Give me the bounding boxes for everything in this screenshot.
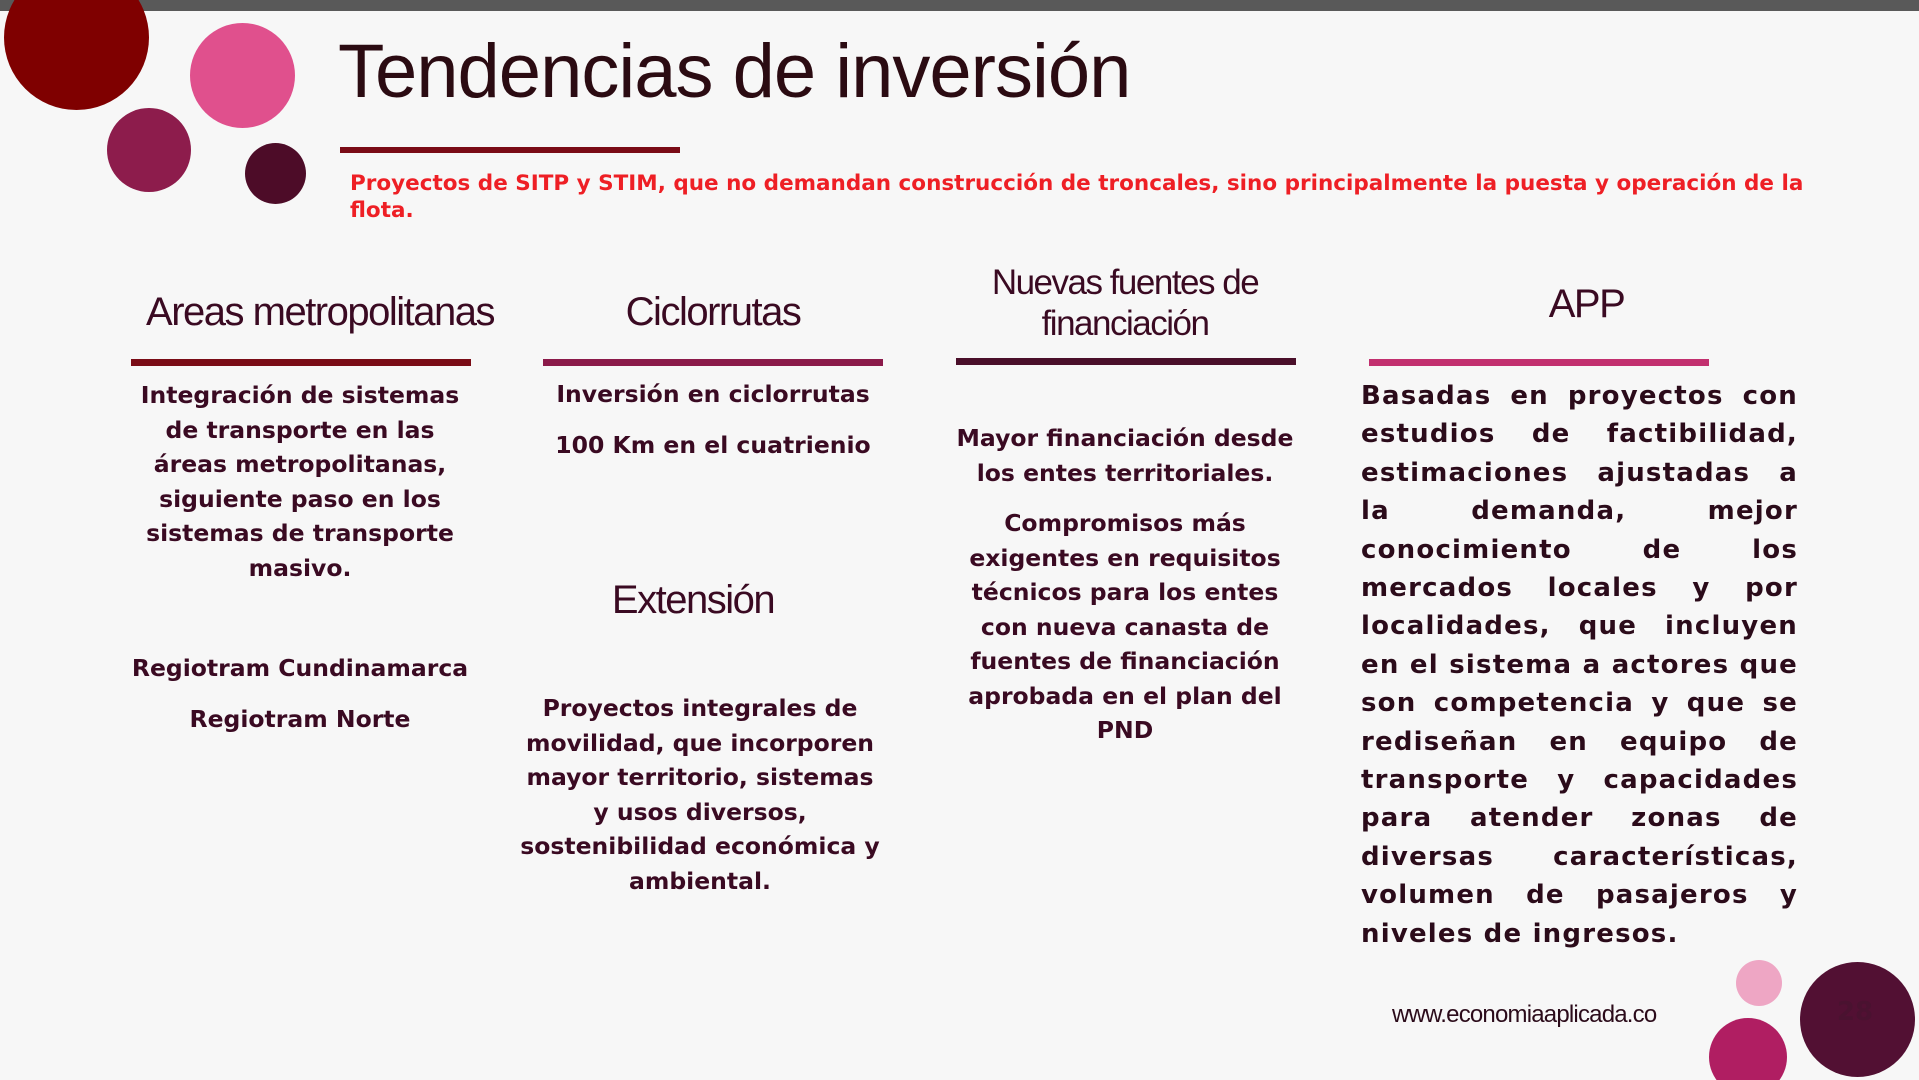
- slide-title: Tendencias de inversión: [338, 29, 1131, 114]
- extension-paragraph: Proyectos integrales de movilidad, que incorporen mayor territorio, sistemas y usos diversos, sostenibilidad económica y ambiental.: [520, 694, 880, 895]
- fuentes-rule: [956, 358, 1296, 365]
- app-heading: APP: [1548, 282, 1625, 326]
- ciclo-rule: [543, 359, 883, 366]
- decor-circle-pink: [190, 23, 295, 128]
- decor-circle-dark-red: [4, 0, 149, 110]
- decor-circle-light-pink: [1736, 960, 1782, 1006]
- ciclo-line-2: 100 Km en el cuatrienio: [555, 431, 871, 459]
- footer-url: www.economiaaplicada.co: [1392, 1001, 1657, 1028]
- slide-number: 28: [1836, 997, 1874, 1027]
- fuentes-paragraph-2: Compromisos más exigentes en requisitos técnicos para los entes con nueva canasta de fuentes de financiación aprobada en el plan del PND: [968, 509, 1282, 744]
- metro-heading: Areas metropolitanas: [146, 290, 494, 334]
- metro-paragraph: Integración de sistemas de transporte en las áreas metropolitanas, siguiente paso en los sistemas de transporte masivo.: [140, 381, 460, 582]
- title-underline: [340, 147, 680, 153]
- app-rule: [1369, 359, 1709, 366]
- decor-circle-plum: [245, 143, 306, 204]
- top-bar: [0, 0, 1919, 11]
- decor-circle-magenta: [107, 108, 191, 192]
- metro-rule: [131, 359, 471, 366]
- fuentes-paragraph-1: Mayor financiación desde los entes territoriales.: [956, 424, 1294, 487]
- ciclo-heading: Ciclorrutas: [625, 290, 801, 334]
- ciclo-line-1: Inversión en ciclorrutas: [556, 380, 870, 408]
- slide-subtitle: Proyectos de SITP y STIM, que no demandan construcción de troncales, sino principalmente la puesta y operación de la flota.: [350, 171, 1804, 223]
- decor-circle-deep-pink: [1709, 1018, 1787, 1080]
- app-paragraph: Basadas en proyectos con estudios de factibilidad, estimaciones ajustadas a la demanda, mejor conocimiento de los mercados locales y por localidades, que incluyen en el sistema a actores que son competencia y que se rediseñan en equipo de transporte y capacidades para atender zonas de diversas características, volumen de pasajeros y niveles de ingresos.: [1361, 381, 1798, 949]
- metro-item-norte: Regiotram Norte: [189, 705, 411, 733]
- fuentes-heading: Nuevas fuentes de financiación: [991, 263, 1259, 343]
- metro-item-cundinamarca: Regiotram Cundinamarca: [131, 654, 469, 682]
- extension-heading: Extensión: [611, 578, 775, 622]
